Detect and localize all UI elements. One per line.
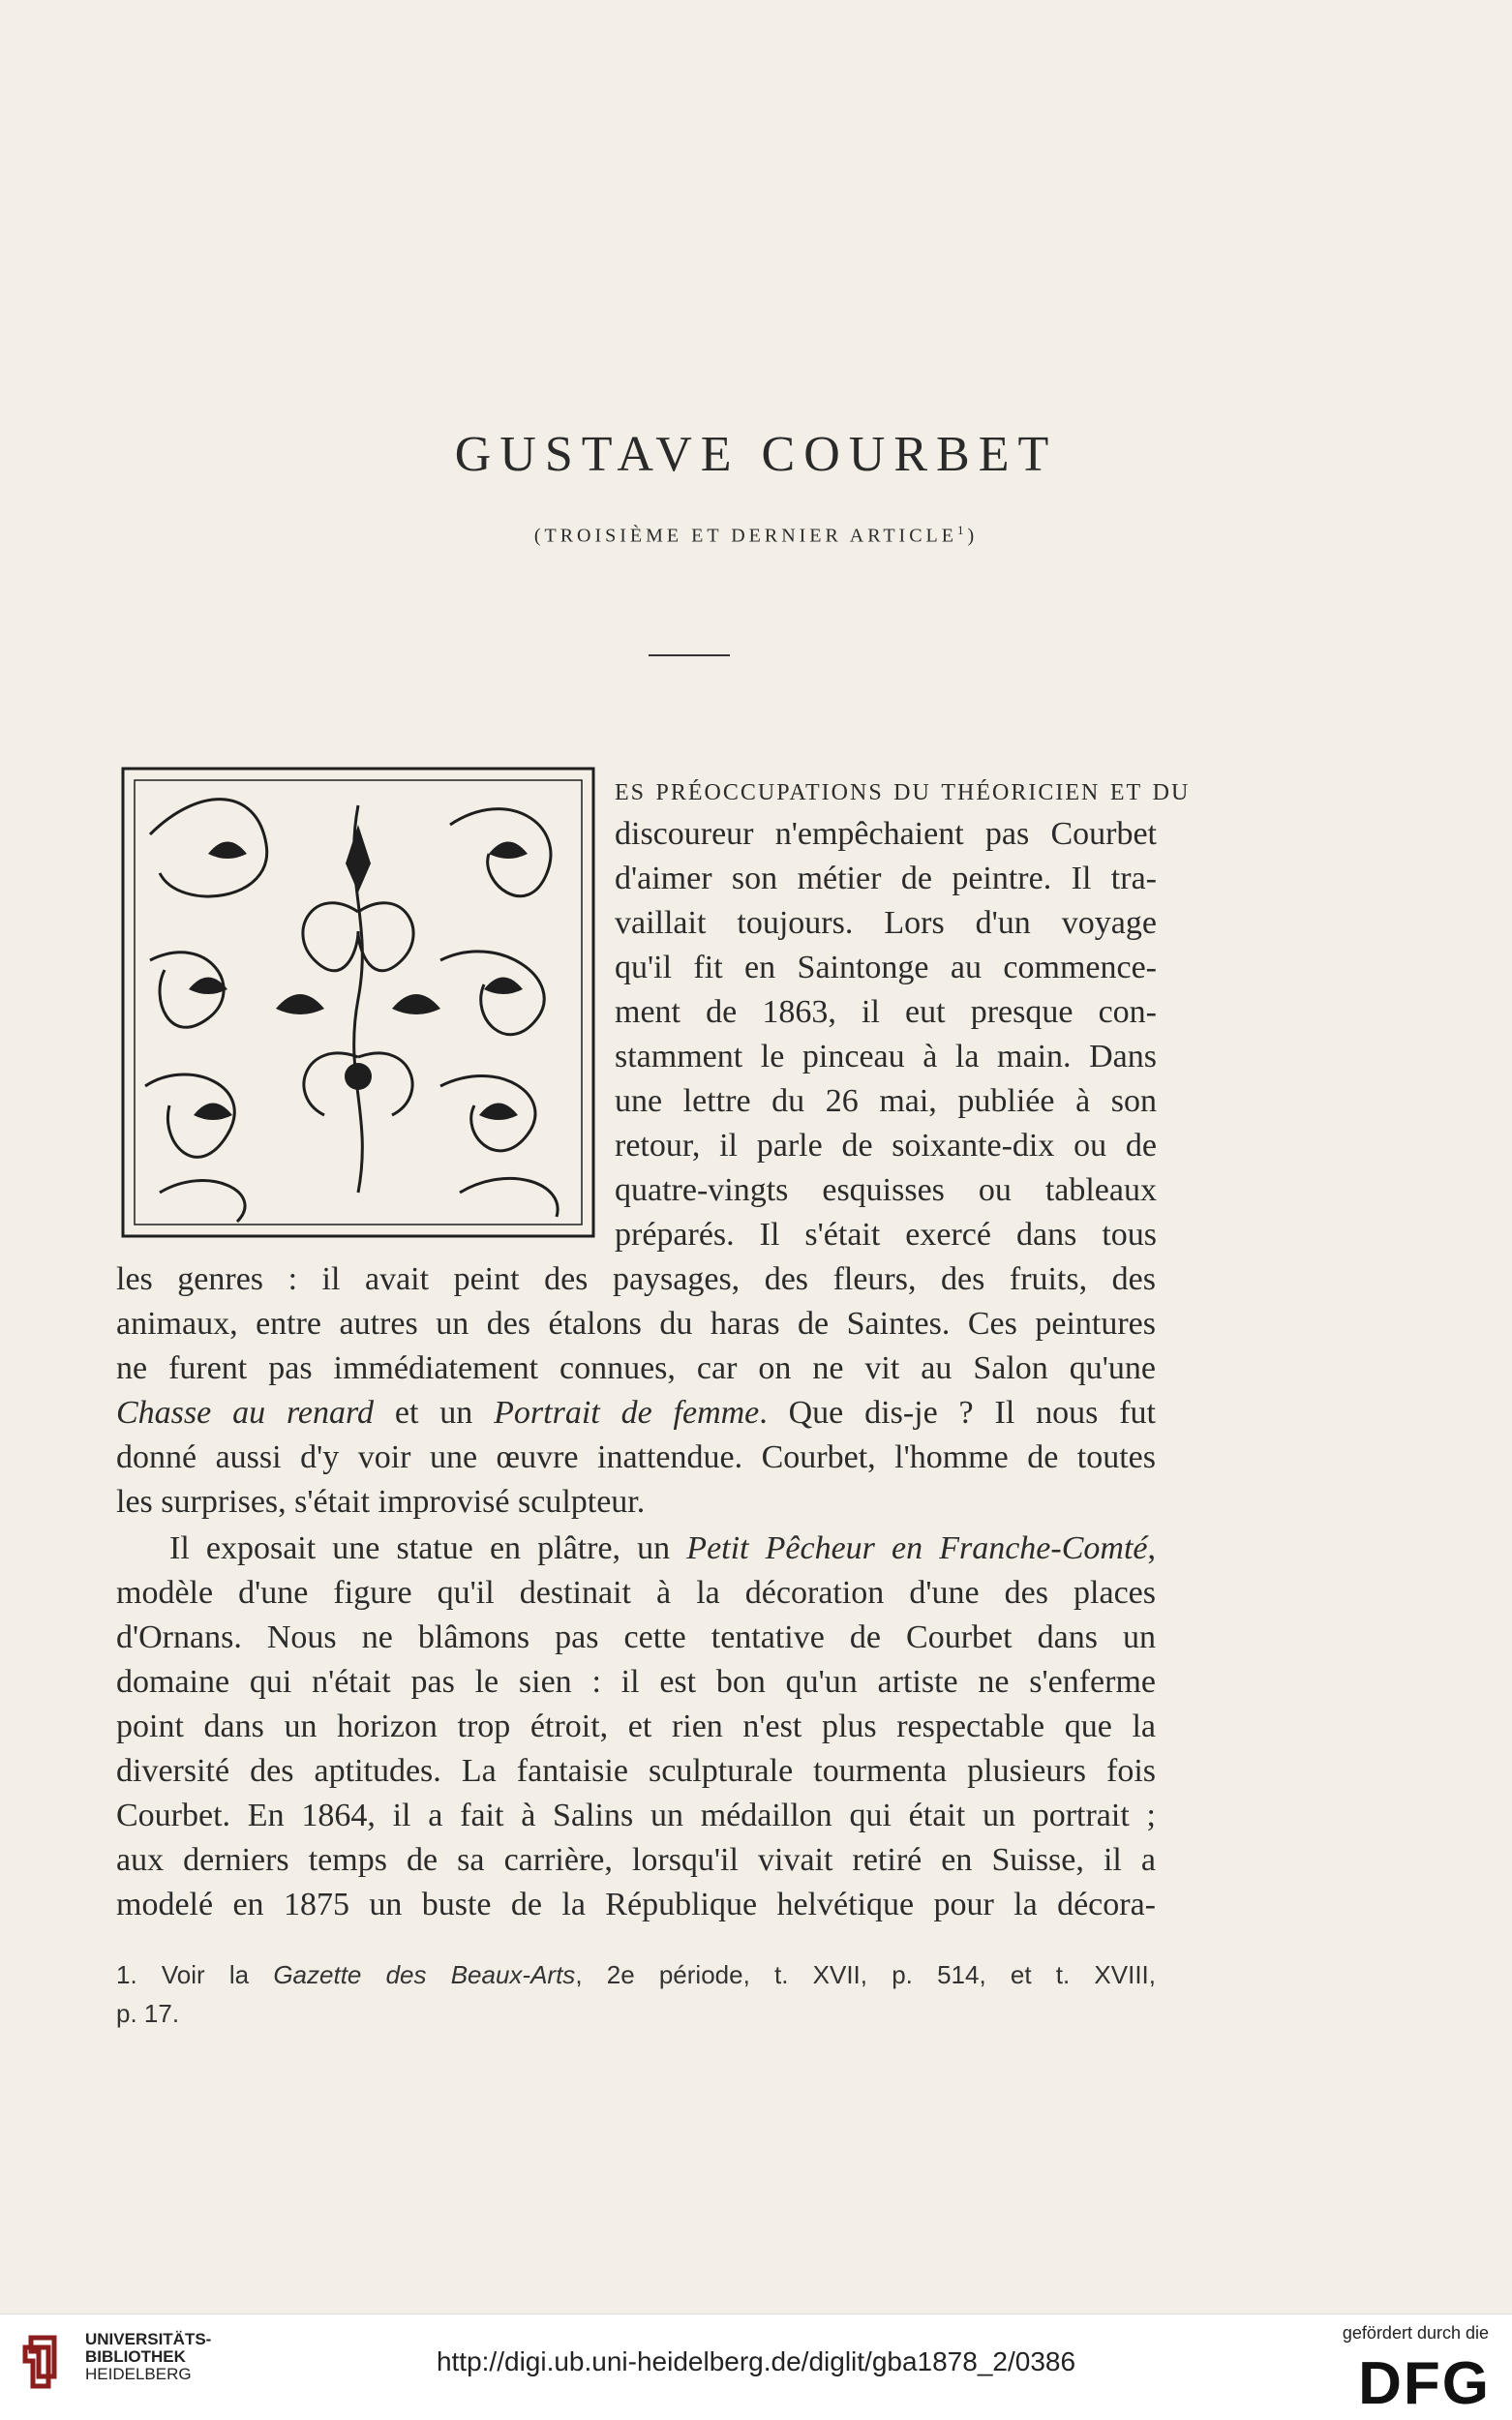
body-line: point dans un horizon trop étroit, et rien n'est plus respectable que la	[116, 1709, 1156, 1744]
dropcap-line: une lettre du 26 mai, publiée à son	[615, 1083, 1157, 1119]
body-line: modèle d'une figure qu'il destinait à la décoration d'une des places	[116, 1575, 1156, 1611]
dropcap-line: quatre-vingts esquisses ou tableaux	[615, 1172, 1157, 1208]
library-name: UNIVERSITÄTS- BIBLIOTHEK HEIDELBERG	[85, 2330, 212, 2383]
dropcap-line: es préoccupations du théoricien et du	[615, 771, 1191, 807]
body-line: modelé en 1875 un buste de la République helvétique pour la décora-	[116, 1887, 1156, 1922]
body-line: Il exposait une statue en plâtre, un Petit Pêcheur en Franche-Comté,	[169, 1530, 1156, 1566]
show-through-ghost-text	[116, 203, 1171, 252]
funding-note: gefördert durch die	[1342, 2323, 1489, 2343]
dropcap-line: ment de 1863, il eut presque con-	[615, 994, 1157, 1030]
body-line: ne furent pas immédiatement connues, car on ne vit au Salon qu'une	[116, 1350, 1156, 1386]
dropcap-line: vaillait toujours. Lors d'un voyage	[615, 905, 1157, 941]
body-line: Chasse au renard et un Portrait de femme. Que dis-je ? Il nous fut	[116, 1395, 1156, 1431]
body-line: donné aussi d'y voir une œuvre inattendue. Courbet, l'homme de toutes	[116, 1439, 1156, 1475]
dropcap-line: retour, il parle de soixante-dix ou de	[615, 1128, 1157, 1164]
body-line: les genres : il avait peint des paysages, des fleurs, des fruits, des	[116, 1261, 1156, 1297]
article-title: GUSTAVE COURBET	[454, 427, 1058, 482]
permalink-url[interactable]: http://digi.ub.uni-heidelberg.de/diglit/gba1878_2/0386	[436, 2346, 1076, 2376]
body-line: animaux, entre autres un des étalons du haras de Saintes. Ces peintures	[116, 1306, 1156, 1342]
subtitle-footnote-marker: 1	[957, 523, 968, 537]
footnote-continuation: p. 17.	[116, 1999, 180, 2028]
dropcap-line: stamment le pinceau à la main. Dans	[615, 1039, 1157, 1074]
title-portrait-de-femme: Portrait de femme	[494, 1395, 760, 1431]
body-line: d'Ornans. Nous ne blâmons pas cette tentative de Courbet dans un	[116, 1619, 1156, 1655]
ornamental-initial-L	[121, 767, 595, 1238]
dfg-logo: DFG	[1358, 2350, 1491, 2417]
body-line: aux derniers temps de sa carrière, lorsqu'il vivait retiré en Suisse, il a	[116, 1842, 1156, 1878]
dropcap-line: qu'il fit en Saintonge au commence-	[615, 950, 1157, 985]
body-line: diversité des aptitudes. La fantaisie sculpturale tourmenta plusieurs fois	[116, 1753, 1156, 1789]
footnote: 1. Voir la Gazette des Beaux-Arts, 2e période, t. XVII, p. 514, et t. XVIII,	[116, 1960, 1156, 1989]
dropcap-line: préparés. Il s'était exercé dans tous	[615, 1217, 1157, 1253]
title-chasse-au-renard: Chasse au renard	[116, 1395, 374, 1431]
dropcap-line: d'aimer son métier de peintre. Il tra-	[615, 861, 1157, 896]
title-petit-pecheur: Petit Pêcheur en Franche-Comté	[686, 1530, 1148, 1566]
article-subtitle: (TROISIÈME ET DERNIER ARTICLE$^1$)	[533, 523, 979, 547]
dropcap-line: discoureur n'empêchaient pas Courbet	[615, 816, 1157, 852]
body-line: domaine qui n'était pas le sien : il est bon qu'un artiste ne s'enferme	[116, 1664, 1156, 1700]
body-line: Courbet. En 1864, il a fait à Salins un médaillon qui était un portrait ;	[116, 1798, 1156, 1833]
title-separator-rule	[649, 654, 730, 656]
body-line: les surprises, s'était improvisé sculpteur.	[116, 1484, 646, 1520]
